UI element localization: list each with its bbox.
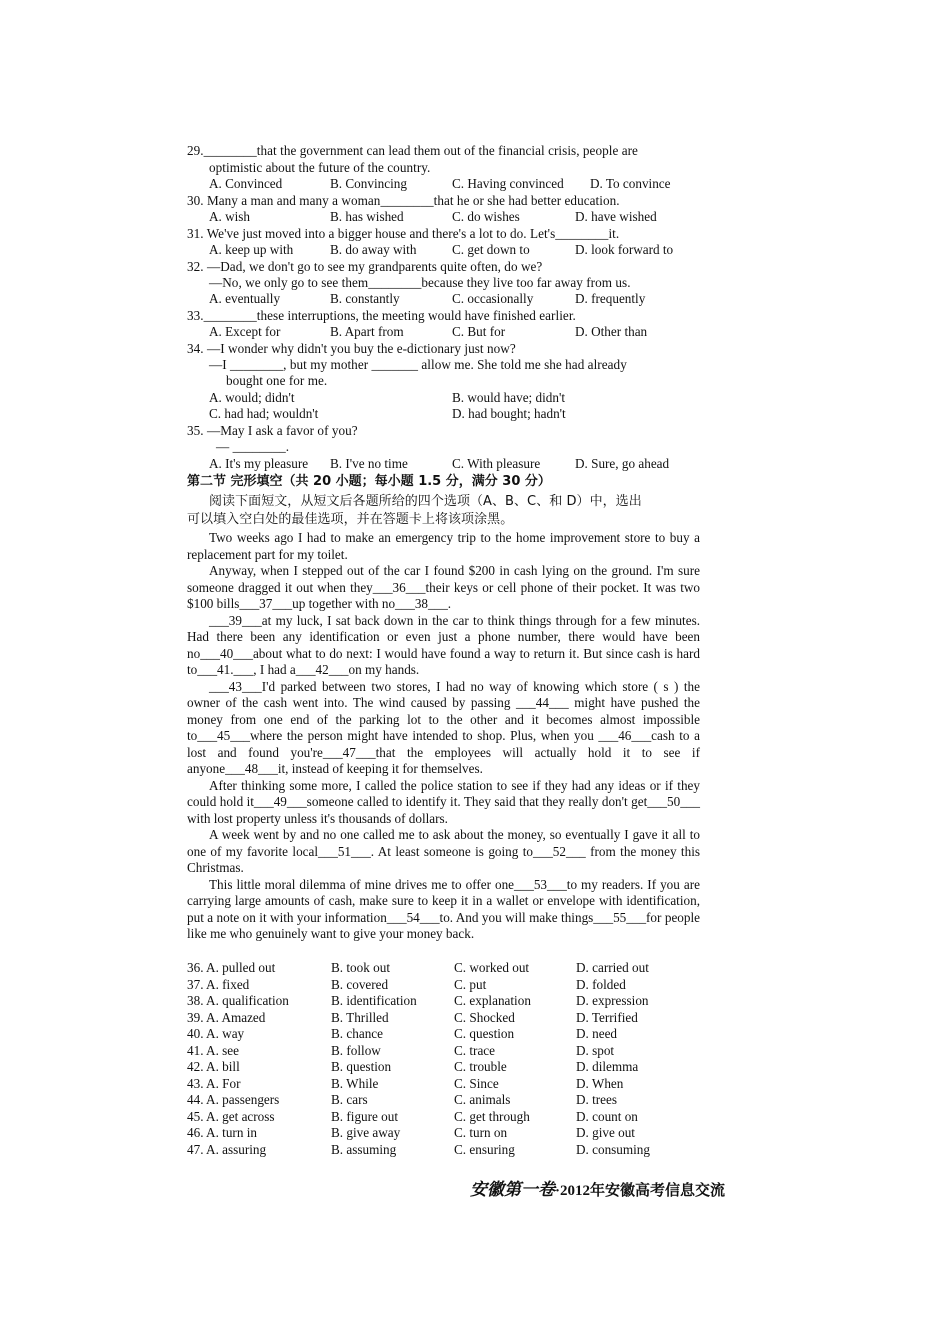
- option: 36. A. pulled out: [187, 960, 276, 975]
- option: B. Thrilled: [331, 1009, 389, 1025]
- option: B. I've no time: [330, 456, 408, 471]
- option: D. expression: [576, 993, 649, 1008]
- option: D. trees: [576, 1092, 618, 1107]
- option: B. Apart from: [330, 324, 404, 339]
- passage-paragraph: A week went by and no one called me to ask about the money, so eventually I gave it all to one of my favorite local___51___. At least someone is going to___52___ from the money this Christmas.: [187, 827, 700, 875]
- option-row: [187, 1092, 707, 1108]
- option: B. took out: [331, 960, 390, 975]
- question-31-stem: 31. We've just moved into a bigger house and there's a lot to do. Let's________it.: [187, 226, 620, 241]
- option-row: [187, 1043, 707, 1059]
- passage-paragraph: After thinking some more, I called the police station to see if they had any ideas or if they could hold it___49___someone called to identify it. They said that they really don't get___50___ with lost property unless it's thousands of dollars.: [187, 777, 700, 826]
- option: D. have wished: [575, 209, 657, 224]
- option: D. Terrified: [576, 1009, 638, 1025]
- option: D. give out: [576, 1125, 635, 1140]
- option: D. Sure, go ahead: [575, 456, 670, 471]
- option-row: [187, 1076, 707, 1092]
- option-row: [187, 1109, 707, 1125]
- option: B. do away with: [330, 242, 417, 257]
- section-title: 第二节 完形填空（共 20 小题；每小题 1.5 分，满分 30 分）: [187, 474, 551, 489]
- option: A. Convinced: [209, 176, 283, 191]
- passage-paragraph: This little moral dilemma of mine drives me to offer one___53___to my readers. If you are carrying large amounts of cash, make sure to keep it in a wallet or envelope with identification, put a note on it with your information___54___to. And you will make things___55___for people like me who genuinely want to give your money back.: [187, 876, 700, 941]
- option: D. need: [576, 1026, 618, 1041]
- option: C. trouble: [454, 1059, 507, 1074]
- page-footer: [470, 1175, 725, 1200]
- option: C. Shocked: [454, 1009, 515, 1025]
- option: C. question: [454, 1026, 515, 1041]
- option: C. worked out: [454, 960, 530, 975]
- question-33-stem: 33.________these interruptions, the meeting would have finished earlier.: [187, 308, 576, 323]
- option: C. trace: [454, 1042, 496, 1058]
- option: C. ensuring: [454, 1141, 515, 1157]
- question-29-stem-cont: optimistic about the future of the country.: [209, 160, 431, 175]
- option: C. With pleasure: [452, 456, 541, 471]
- option: 41. A. see: [187, 1042, 240, 1058]
- cloze-passage: [187, 530, 700, 943]
- option-row: [187, 977, 707, 993]
- option-row: [187, 1010, 707, 1026]
- option: D. carried out: [576, 960, 649, 975]
- option-row: [187, 1142, 707, 1158]
- option: A. keep up with: [209, 242, 294, 257]
- option: C. get through: [454, 1108, 530, 1124]
- question-35-stem-cont: — ________.: [216, 439, 290, 454]
- option: B. cars: [331, 1092, 368, 1107]
- option: D. Other than: [575, 324, 648, 339]
- option: D. To convince: [590, 176, 671, 191]
- option: A. Except for: [209, 324, 281, 339]
- option: 39. A. Amazed: [187, 1009, 266, 1025]
- option: B. give away: [331, 1125, 401, 1140]
- option: C. But for: [452, 324, 506, 339]
- option: B. assuming: [331, 1141, 397, 1157]
- option: 37. A. fixed: [187, 976, 250, 992]
- option: 38. A. qualification: [187, 993, 289, 1008]
- option: A. It's my pleasure: [209, 456, 309, 471]
- option: C. turn on: [454, 1125, 508, 1140]
- option: B. covered: [331, 976, 389, 992]
- option: 42. A. bill: [187, 1059, 240, 1074]
- option-row: [187, 1026, 707, 1042]
- option: D. dilemma: [576, 1059, 639, 1074]
- option: C. animals: [454, 1092, 511, 1107]
- option-row: [187, 1125, 707, 1141]
- option: D. folded: [576, 976, 626, 992]
- footer-text: ·2012年安徽高考信息交流: [555, 1183, 726, 1199]
- passage-paragraph: ___43___I'd parked between two stores, I had no way of knowing which store ( s ) the owner of the cash went into. The wind caused by passing ___44___ might have pushed the money from one end of the parking lot to the other and it becomes almost impossible to___45___where the person might have intended to shop. Plus, when you ___46___cash to a lost and found you're___47___that the employees will actually hold it to see if anyone___48___it, instead of keeping it for themselves.: [187, 678, 700, 776]
- option: B. While: [331, 1075, 379, 1091]
- option: D. spot: [576, 1042, 615, 1058]
- option: D. frequently: [575, 291, 646, 306]
- option: D. count on: [576, 1108, 638, 1124]
- section-instruction-cont: 可以填入空白处的最佳选项，并在答题卡上将该项涂黑。: [187, 512, 514, 527]
- option: 44. A. passengers: [187, 1092, 280, 1107]
- option: 45. A. get across: [187, 1108, 275, 1124]
- option: 46. A. turn in: [187, 1125, 257, 1140]
- option: B. question: [331, 1059, 392, 1074]
- option-row: [187, 993, 707, 1009]
- option: C. Since: [454, 1075, 499, 1091]
- option: C. do wishes: [452, 209, 520, 224]
- question-32-stem-cont: —No, we only go to see them________because they live too far away from us.: [209, 275, 631, 290]
- option: A. would; didn't: [209, 390, 295, 405]
- option: D. look forward to: [575, 242, 674, 257]
- option: C. occasionally: [452, 291, 534, 306]
- option: B. chance: [331, 1026, 383, 1041]
- question-34-stem-cont2: bought one for me.: [226, 373, 328, 388]
- option: C. explanation: [454, 993, 531, 1008]
- option: C. had had; wouldn't: [209, 406, 319, 421]
- option: B. constantly: [330, 291, 400, 306]
- option: C. Having convinced: [452, 176, 564, 191]
- option: 43. A. For: [187, 1075, 241, 1091]
- question-35-stem: 35. —May I ask a favor of you?: [187, 423, 358, 438]
- option: B. has wished: [330, 209, 404, 224]
- question-34-stem: 34. —I wonder why didn't you buy the e-dictionary just now?: [187, 341, 516, 356]
- option: B. figure out: [331, 1108, 399, 1124]
- option-row: [187, 960, 707, 976]
- option: D. When: [576, 1075, 624, 1091]
- option-row: [187, 1059, 707, 1075]
- passage-paragraph: Anyway, when I stepped out of the car I found $200 in cash lying on the ground. I'm sure someone dragged it out when they___36___their keys or cell phone of their pocket. It was two $100 bills___37___up together with no___38___.: [187, 563, 700, 611]
- option: 40. A. way: [187, 1026, 245, 1041]
- option: C. put: [454, 976, 487, 992]
- option: B. Convincing: [330, 176, 407, 191]
- passage-paragraph: Two weeks ago I had to make an emergency trip to the home improvement store to buy a replacement part for my toilet.: [187, 530, 700, 562]
- option: D. consuming: [576, 1141, 650, 1157]
- passage-paragraph: ___39___at my luck, I sat back down in the car to think things through for a few minutes. Had there been any identification or even just a phone number, there would have been no___40___about what to do next: I would have found a way to return it. But since cash is hard to___41.___, I had a___42___on my hands.: [187, 612, 700, 677]
- option: B. identification: [331, 993, 417, 1008]
- option: A. eventually: [209, 291, 281, 306]
- option: A. wish: [209, 209, 251, 224]
- option: B. would have; didn't: [452, 390, 565, 405]
- footer-logo-script: 安徽第一卷: [470, 1180, 555, 1200]
- option: D. had bought; hadn't: [452, 406, 566, 421]
- option: C. get down to: [452, 242, 530, 257]
- question-32-stem: 32. —Dad, we don't go to see my grandparents quite often, do we?: [187, 259, 543, 274]
- option: B. follow: [331, 1042, 381, 1058]
- question-34-stem-cont: —I ________, but my mother _______ allow me. She told me she had already: [209, 357, 627, 372]
- section-instruction: 阅读下面短文，从短文后各题所给的四个选项（A、B、C、和 D）中，选出: [209, 494, 642, 509]
- question-30-stem: 30. Many a man and many a woman________that he or she had better education.: [187, 193, 620, 208]
- question-29-stem: 29.________that the government can lead them out of the financial crisis, people are: [187, 143, 638, 158]
- option: 47. A. assuring: [187, 1141, 267, 1157]
